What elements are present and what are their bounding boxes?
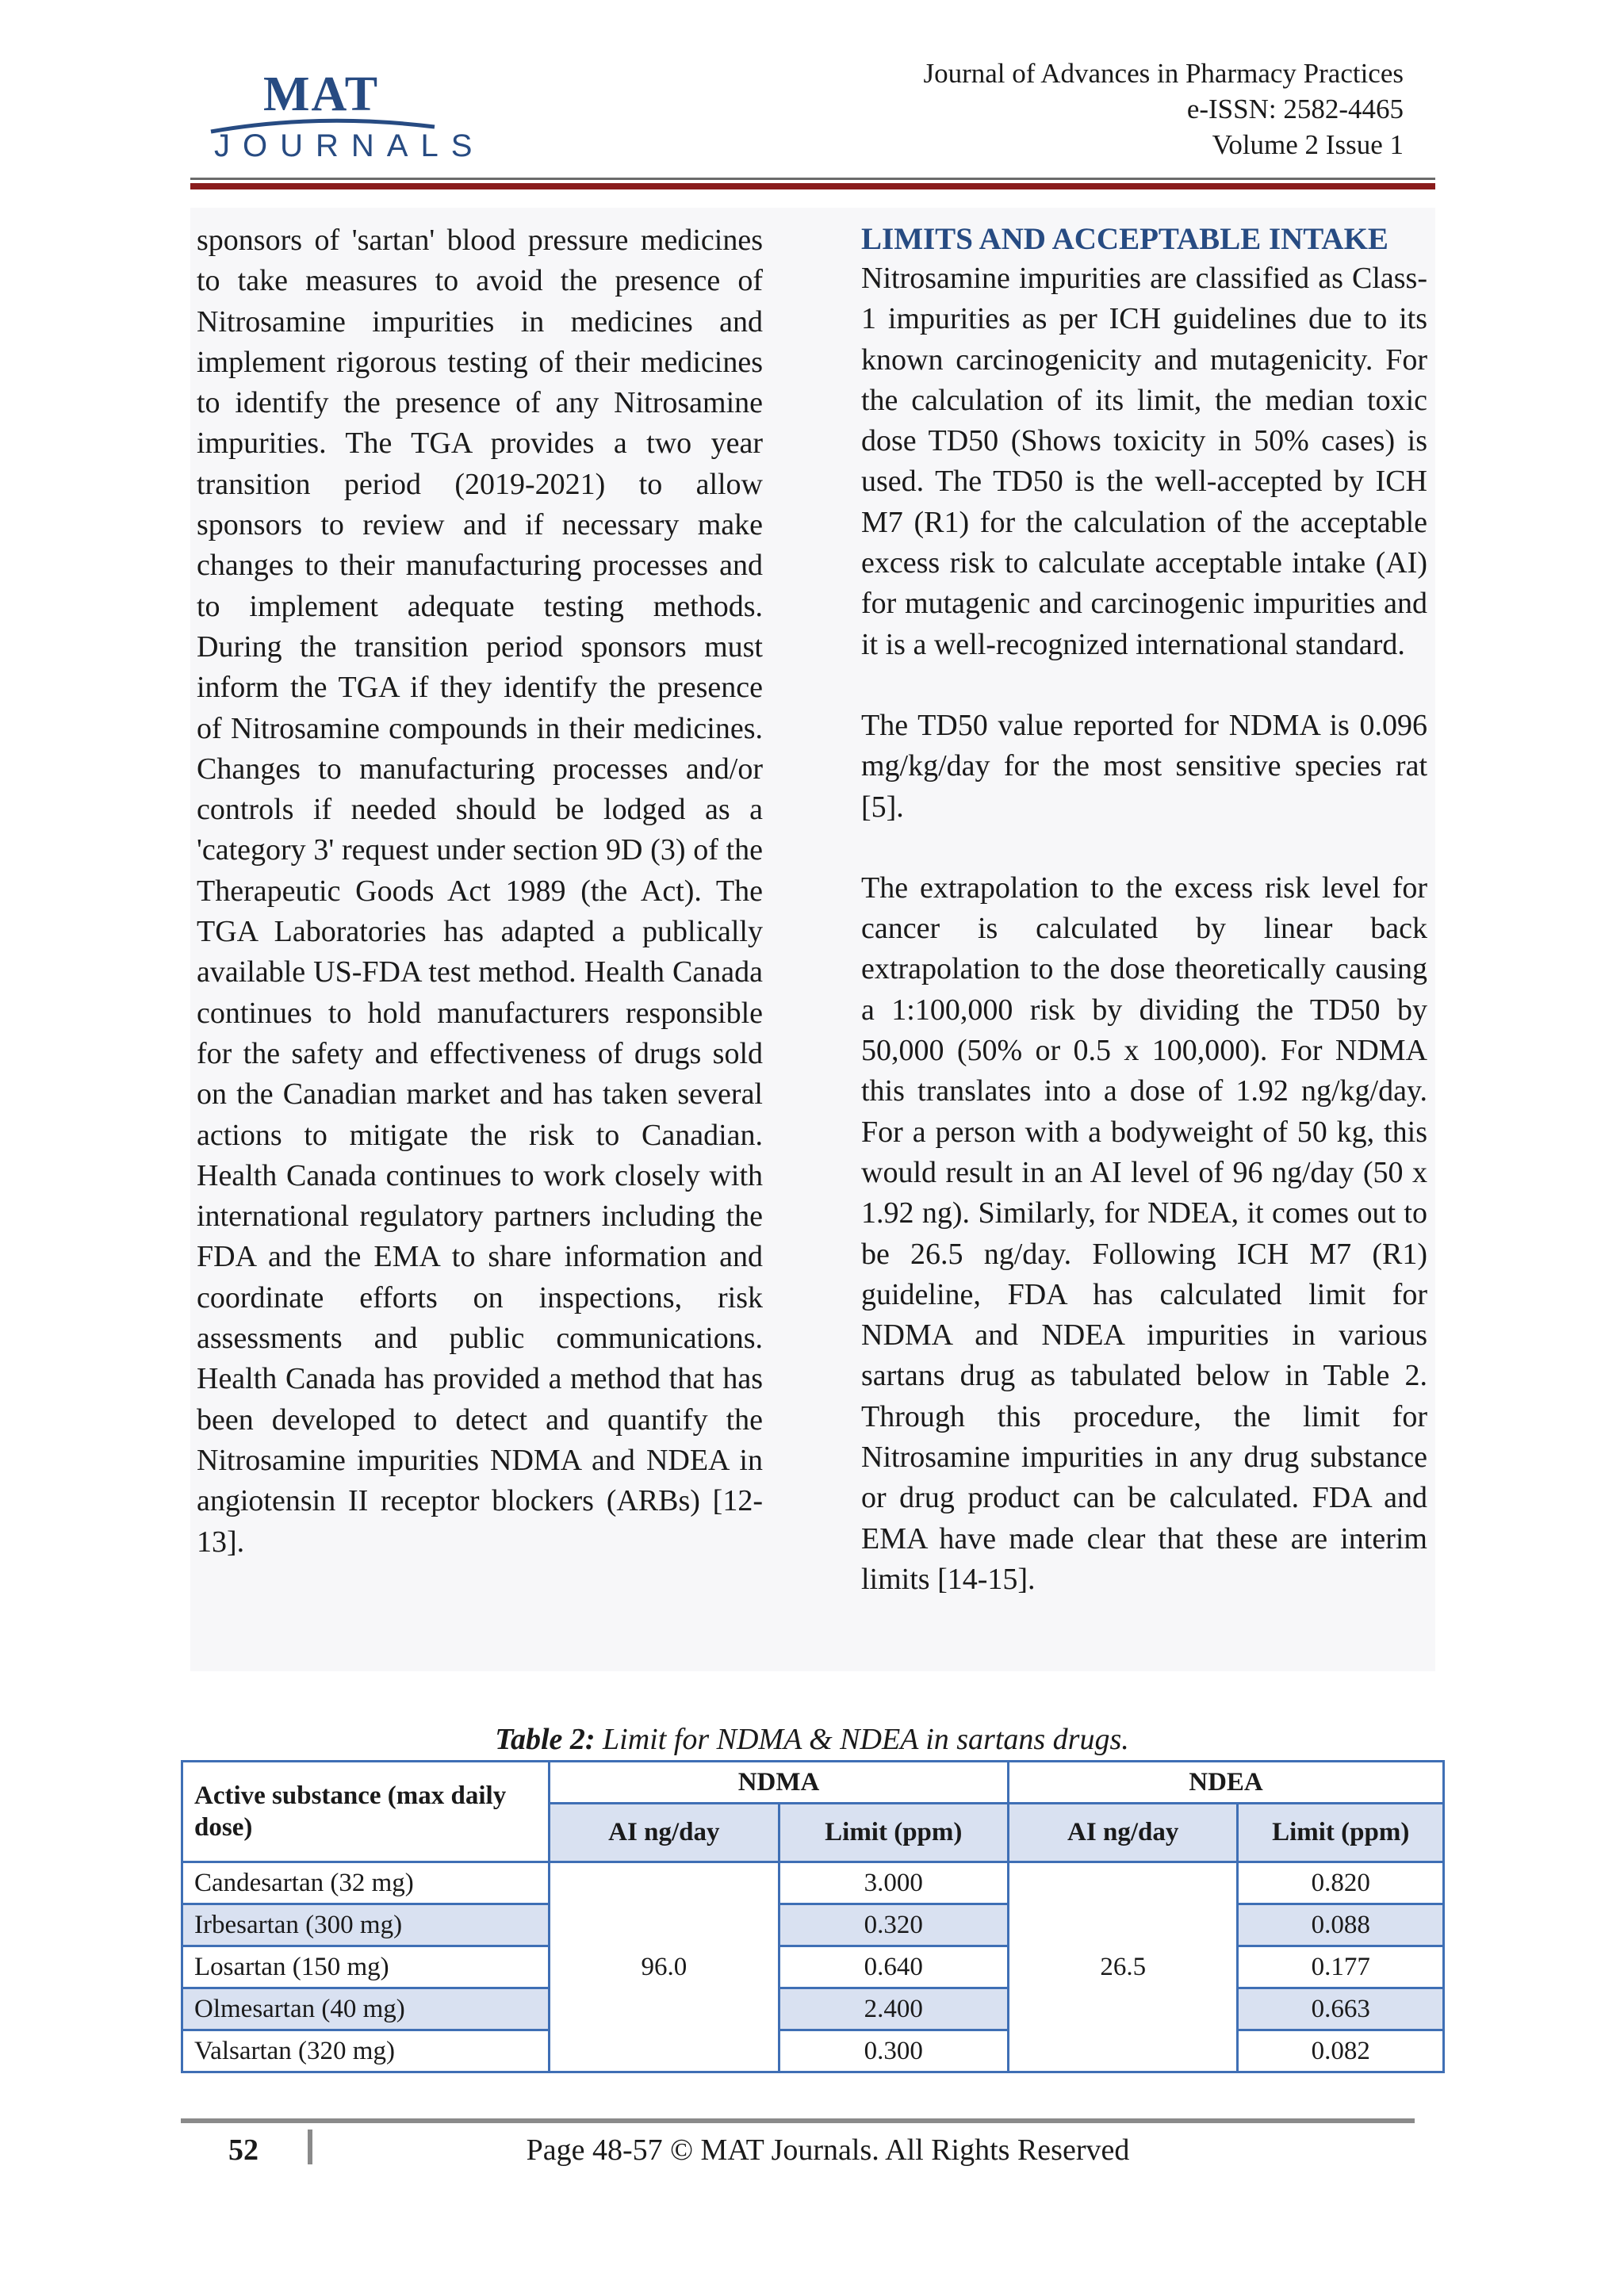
ndea-ai-value: 26.5 <box>1008 1862 1237 2072</box>
footer-rule <box>181 2118 1415 2123</box>
journal-logo <box>208 67 485 163</box>
ndma-ai-value: 96.0 <box>550 1862 779 2072</box>
header-active-substance: Active substance (max daily dose) <box>182 1762 550 1862</box>
substance-name: Losartan (150 mg) <box>182 1946 550 1988</box>
journal-issn: e-ISSN: 2582-4465 <box>1186 94 1404 124</box>
header-ndea-limit: Limit (ppm) <box>1238 1804 1444 1862</box>
page-number: 52 <box>228 2133 259 2167</box>
logo-journals-text: JOURNALS <box>214 128 485 163</box>
left-column <box>197 220 763 1563</box>
logo-mat-text: MAT <box>263 67 380 121</box>
header-rule <box>190 178 1435 189</box>
body-paragraph: The TD50 value reported for NDMA is 0.096 mg/kg/day for the most sensitive species rat [5]. <box>861 708 1427 824</box>
table-caption <box>0 1722 1624 1757</box>
body-paragraph: Nitrosamine impurities are classified as Class-1 impurities as per ICH guidelines due to its known carcinogenicity and mutagenicity. For the calculation of its limit, the median toxic dose TD50 (Shows toxicity in 50% cases) is used. The TD50 is the well-accepted by ICH M7 (R1) for the calculation of the acceptable excess risk to calculate acceptable intake (AI) for mutagenic and carcinogenic impurities and it is a well-recognized international standard. <box>861 262 1427 661</box>
table-row <box>182 1862 1444 1904</box>
table-caption-text: Limit for NDMA & NDEA in sartans drugs. <box>603 1723 1129 1756</box>
ndea-limit-value: 0.663 <box>1238 1988 1444 2030</box>
table-row <box>182 1946 1444 1988</box>
limits-table <box>181 1760 1445 2073</box>
substance-name: Valsartan (320 mg) <box>182 2030 550 2072</box>
ndea-limit-value: 0.177 <box>1238 1946 1444 1988</box>
right-column <box>861 220 1427 1600</box>
table-row <box>182 1988 1444 2030</box>
body-paragraph: sponsors of 'sartan' blood pressure medicines to take measures to avoid the presence of Nitrosamine impurities in medicines and implement rigorous testing of their medicines to identify the presence of any Nitrosamine impurities. The TGA provides a two year transition period (2019-2021) to allow sponsors to review and if necessary make changes to their manufacturing processes and to implement adequate testing methods. During the transition period sponsors must inform the TGA if they identify the presence of Nitrosamine compounds in their medicines. Changes to manufacturing processes and/or controls if needed should be lodged as a 'category 3' request under section 9D (3) of the Therapeutic Goods Act 1989 (the Act). The TGA Laboratories has adapted a publically available US-FDA test method. Health Canada continues to hold manufacturers responsible for the safety and effectiveness of drugs sold on the Canadian market and has taken several actions to mitigate the risk to Canadian. Health Canada continues to work closely with international regulatory partners including the FDA and the EMA to share information and coordinate efforts on inspections, risk assessments and public communications. Health Canada has provided a method that has been developed to detect and quantify the Nitrosamine impurities NDMA and NDEA in angiotensin II receptor blockers (ARBs) [12-13]. <box>197 224 763 1559</box>
ndma-limit-value: 0.640 <box>779 1946 1008 1988</box>
header-ndma-ai: AI ng/day <box>550 1804 779 1862</box>
ndea-limit-value: 0.082 <box>1238 2030 1444 2072</box>
ndma-limit-value: 0.320 <box>779 1904 1008 1946</box>
table-row <box>182 2030 1444 2072</box>
ndma-limit-value: 2.400 <box>779 1988 1008 2030</box>
header-ndea: NDEA <box>1008 1762 1443 1804</box>
ndea-limit-value: 0.088 <box>1238 1904 1444 1946</box>
journal-title: Journal of Advances in Pharmacy Practices <box>923 58 1404 89</box>
section-heading: LIMITS AND ACCEPTABLE INTAKE <box>861 222 1388 256</box>
body-paragraph: The extrapolation to the excess risk level for cancer is calculated by linear back extrapolation to the dose theoretically causing a 1:100,000 risk by dividing the TD50 by 50,000 (50% or 0.5 x 100,000). For NDMA this translates into a dose of 1.92 ng/kg/day. For a person with a bodyweight of 50 kg, this would result in an AI level of 96 ng/day (50 x 1.92 ng). Similarly, for NDEA, it comes out to be 26.5 ng/day. Following ICH M7 (R1) guideline, FDA has calculated limit for NDMA and NDEA impurities in various sartans drug as tabulated below in Table 2. Through this procedure, the limit for Nitrosamine impurities in any drug substance or drug product can be calculated. FDA and EMA have made clear that these are interim limits [14-15]. <box>861 871 1427 1596</box>
substance-name: Irbesartan (300 mg) <box>182 1904 550 1946</box>
ndma-limit-value: 3.000 <box>779 1862 1008 1904</box>
substance-name: Olmesartan (40 mg) <box>182 1988 550 2030</box>
substance-name: Candesartan (32 mg) <box>182 1862 550 1904</box>
journal-volume: Volume 2 Issue 1 <box>1212 129 1404 160</box>
ndea-limit-value: 0.820 <box>1238 1862 1444 1904</box>
table-caption-label: Table 2: <box>495 1723 596 1756</box>
header-ndma: NDMA <box>550 1762 1009 1804</box>
journal-info <box>923 55 1404 163</box>
ndma-limit-value: 0.300 <box>779 2030 1008 2072</box>
table-row <box>182 1904 1444 1946</box>
footer-copyright: Page 48-57 © MAT Journals. All Rights Reserved <box>526 2133 1130 2167</box>
header-ndma-limit: Limit (ppm) <box>779 1804 1008 1862</box>
header-ndea-ai: AI ng/day <box>1008 1804 1237 1862</box>
